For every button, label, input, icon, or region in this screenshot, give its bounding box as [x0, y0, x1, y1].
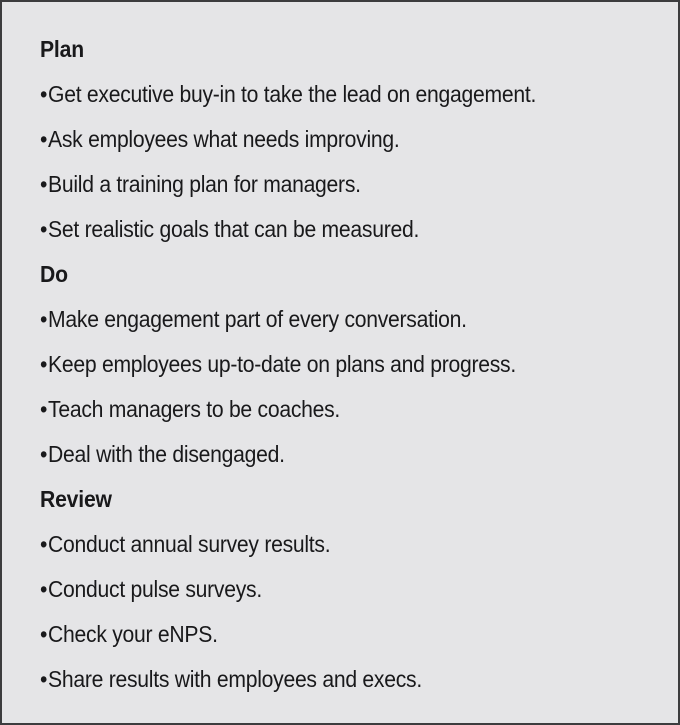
bullet-icon: •	[40, 395, 48, 422]
list-item	[40, 117, 642, 162]
list-item-text: Conduct annual survey results.	[48, 530, 331, 557]
list-item-text: Build a training plan for managers.	[48, 170, 361, 197]
list-item-text: Teach managers to be coaches.	[48, 395, 341, 422]
list-item-text: Set realistic goals that can be measured.	[48, 215, 420, 242]
bullet-icon: •	[40, 170, 48, 197]
list-item	[40, 162, 642, 207]
list-item	[40, 567, 642, 612]
list-item	[40, 207, 642, 252]
section-heading-label: Plan	[40, 35, 84, 62]
list-item	[40, 387, 642, 432]
list-item-text: Deal with the disengaged.	[48, 440, 285, 467]
list-item	[40, 342, 642, 387]
list-item-text: Make engagement part of every conversation.	[48, 305, 467, 332]
list-item-text: Keep employees up-to-date on plans and progress.	[48, 350, 516, 377]
list-item-text: Share results with employees and execs.	[48, 665, 422, 692]
list-item-text: Conduct pulse surveys.	[48, 575, 262, 602]
bullet-icon: •	[40, 530, 48, 557]
bullet-icon: •	[40, 440, 48, 467]
list-item	[40, 657, 642, 702]
list-item-text: Check your eNPS.	[48, 620, 218, 647]
list-item-text: Get executive buy-in to take the lead on engagement.	[48, 80, 537, 107]
bullet-icon: •	[40, 125, 48, 152]
section-heading-do	[40, 252, 642, 297]
bullet-icon: •	[40, 305, 48, 332]
bullet-icon: •	[40, 350, 48, 377]
bullet-icon: •	[40, 80, 48, 107]
section-heading-label: Do	[40, 260, 68, 287]
bullet-icon: •	[40, 620, 48, 647]
list-item	[40, 297, 642, 342]
list-item	[40, 612, 642, 657]
section-heading-review	[40, 477, 642, 522]
list-item	[40, 432, 642, 477]
bullet-icon: •	[40, 215, 48, 242]
bullet-icon: •	[40, 575, 48, 602]
section-heading-plan	[40, 27, 642, 72]
list-item	[40, 72, 642, 117]
list-item-text: Ask employees what needs improving.	[48, 125, 400, 152]
section-heading-label: Review	[40, 485, 112, 512]
bullet-icon: •	[40, 665, 48, 692]
list-item	[40, 522, 642, 567]
